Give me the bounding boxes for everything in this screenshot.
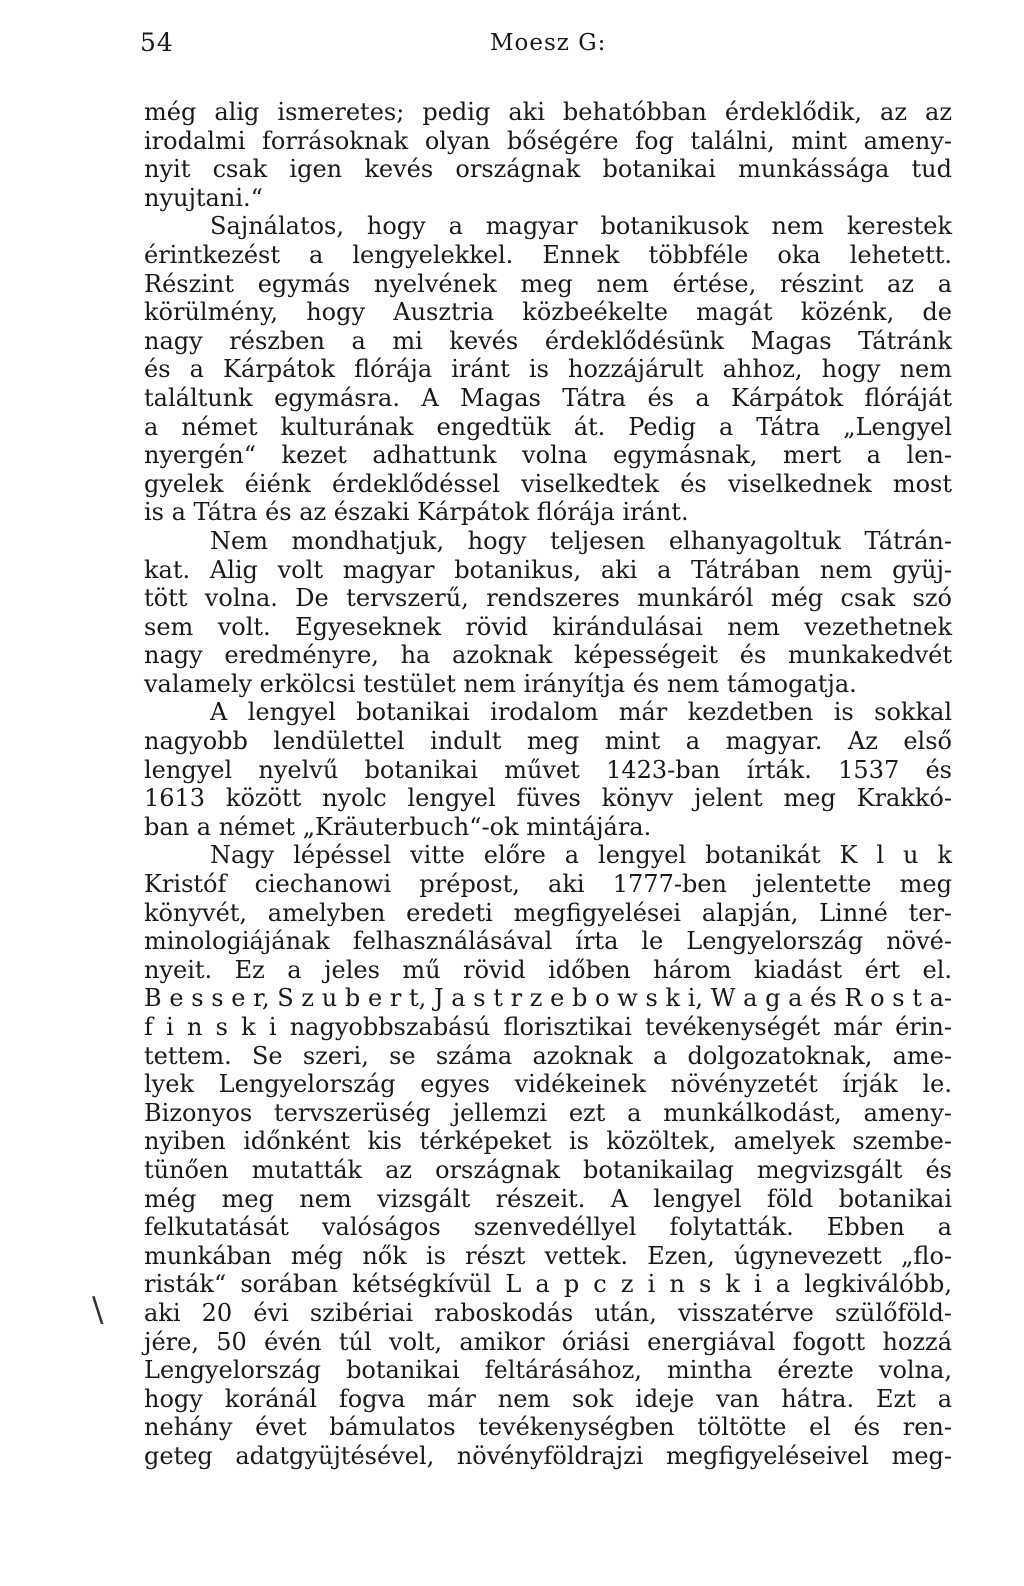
text-line: nagy eredményre, ha azoknak képességeit és munkakedvét [144, 641, 952, 670]
text-line: Részint egymás nyelvének meg nem értése, részint az a [144, 269, 952, 298]
text-line: jére, 50 évén túl volt, amikor óriási energiával fogott hozzá [144, 1327, 952, 1356]
text-line: sem volt. Egyeseknek rövid kirándulásai nem vezethetnek [144, 612, 952, 641]
margin-stroke-mark: \ [92, 1290, 104, 1330]
text-line: is a Tátra és az északi Kárpátok flórája iránt. [144, 498, 689, 527]
text-line: B e s s e r, S z u b e r t, J a s t r z e b o w s k i, W a g a és R o s t a- [144, 984, 952, 1013]
text-line: f i n s k i nagyobbszabású florisztikai tevékenységét már érin- [144, 1013, 952, 1041]
text-line: tünően mutatták az országnak botanikailag megvizsgált és [144, 1155, 952, 1184]
text-line: és a Kárpátok flórája iránt is hozzájárult ahhoz, hogy nem [144, 355, 952, 384]
text-line: geteg adatgyüjtésével, növényföldrajzi megfigyeléseivel meg- [144, 1441, 952, 1470]
text-line: nehány évet bámulatos tevékenységben töltötte el és ren- [144, 1413, 952, 1442]
text-line: nagy részben a mi kevés érdeklődésünk Magas Tátránk [144, 326, 952, 355]
text-line: minologiájának felhasználásával írta le Lengyelország növé- [144, 927, 952, 956]
running-head: Moesz G: [490, 30, 607, 56]
text-line: érintkezést a lengyelekkel. Ennek többféle oka lehetett. [144, 240, 952, 269]
text-line: a német kulturának engedtük át. Pedig a Tátra „Lengyel [144, 412, 952, 441]
text-line: Nagy lépéssel vitte előre a lengyel botanikát K l u k [210, 841, 952, 870]
text-line: lengyel nyelvű botanikai művet 1423-ban írták. 1537 és [144, 755, 952, 784]
text-line: körülmény, hogy Ausztria közbeékelte magát közénk, de [144, 298, 952, 327]
text-line: irodalmi forrásoknak olyan bőségére fog találni, mint ameny- [144, 126, 952, 155]
text-line: Nem mondhatjuk, hogy teljesen elhanyagoltuk Tátrán- [210, 526, 952, 555]
text-line: Lengyelország botanikai feltárásához, mintha érezte volna, [144, 1356, 952, 1385]
text-line: még alig ismeretes; pedig aki behatóbban érdeklődik, az az [144, 98, 952, 126]
text-line: valamely erkölcsi testület nem irányítja és nem támogatja. [144, 669, 857, 698]
text-line: nagyobb lendülettel indult meg mint a magyar. Az első [144, 727, 952, 756]
text-line: lyek Lengyelország egyes vidékeinek növényzetét írják le. [144, 1070, 952, 1099]
body-text [144, 98, 952, 1471]
text-line: risták“ sorában kétségkívül L a p c z i n s k i a legkiválóbb, [144, 1270, 952, 1299]
page-header [140, 28, 960, 64]
text-line: hogy koránál fogva már nem sok ideje van hátra. Ezt a [144, 1384, 952, 1413]
text-line: tettem. Se szeri, se száma azoknak a dolgozatoknak, ame- [144, 1041, 952, 1070]
text-line: találtunk egymásra. A Magas Tátra és a Kárpátok flóráját [144, 383, 952, 412]
text-line: tött volna. De tervszerű, rendszeres munkáról még csak szó [144, 584, 952, 613]
text-line: aki 20 évi szibériai raboskodás után, visszatérve szülőföld- [144, 1298, 952, 1327]
text-line: gyelek éiénk érdeklődéssel viselkedtek és viselkednek most [144, 469, 952, 498]
text-line: felkutatását valóságos szenvedéllyel folytatták. Ebben a [144, 1213, 952, 1242]
text-line: ban a német „Kräuterbuch“-ok mintájára. [144, 812, 652, 841]
text-line: kat. Alig volt magyar botanikus, aki a Tátrában nem gyüj- [144, 555, 952, 584]
text-line: nyergén“ kezet adhattunk volna egymásnak, mert a len- [144, 441, 952, 470]
text-line: még meg nem vizsgált részeit. A lengyel föld botanikai [144, 1184, 952, 1213]
text-line: A lengyel botanikai irodalom már kezdetben is sokkal [210, 698, 952, 727]
text-line: nyujtani.“ [144, 183, 263, 212]
text-line: Bizonyos tervszerüség jellemzi ezt a munkálkodást, ameny- [144, 1098, 952, 1127]
text-line: Kristóf ciechanowi prépost, aki 1777-ben jelentette meg [144, 870, 952, 899]
text-line: nyit csak igen kevés országnak botanikai munkássága tud [144, 155, 952, 184]
page-number: 54 [140, 28, 174, 57]
text-line: nyiben időnként kis térképeket is közöltek, amelyek szembe- [144, 1127, 952, 1156]
text-line: Sajnálatos, hogy a magyar botanikusok nem kerestek [210, 212, 952, 241]
text-line: 1613 között nyolc lengyel füves könyv jelent meg Krakkó- [144, 784, 952, 813]
text-line: munkában még nők is részt vettek. Ezen, úgynevezett „flo- [144, 1241, 952, 1270]
text-line: nyeit. Ez a jeles mű rövid időben három kiadást ért el. [144, 955, 952, 984]
text-line: könyvét, amelyben eredeti megfigyelései alapján, Linné ter- [144, 898, 952, 927]
